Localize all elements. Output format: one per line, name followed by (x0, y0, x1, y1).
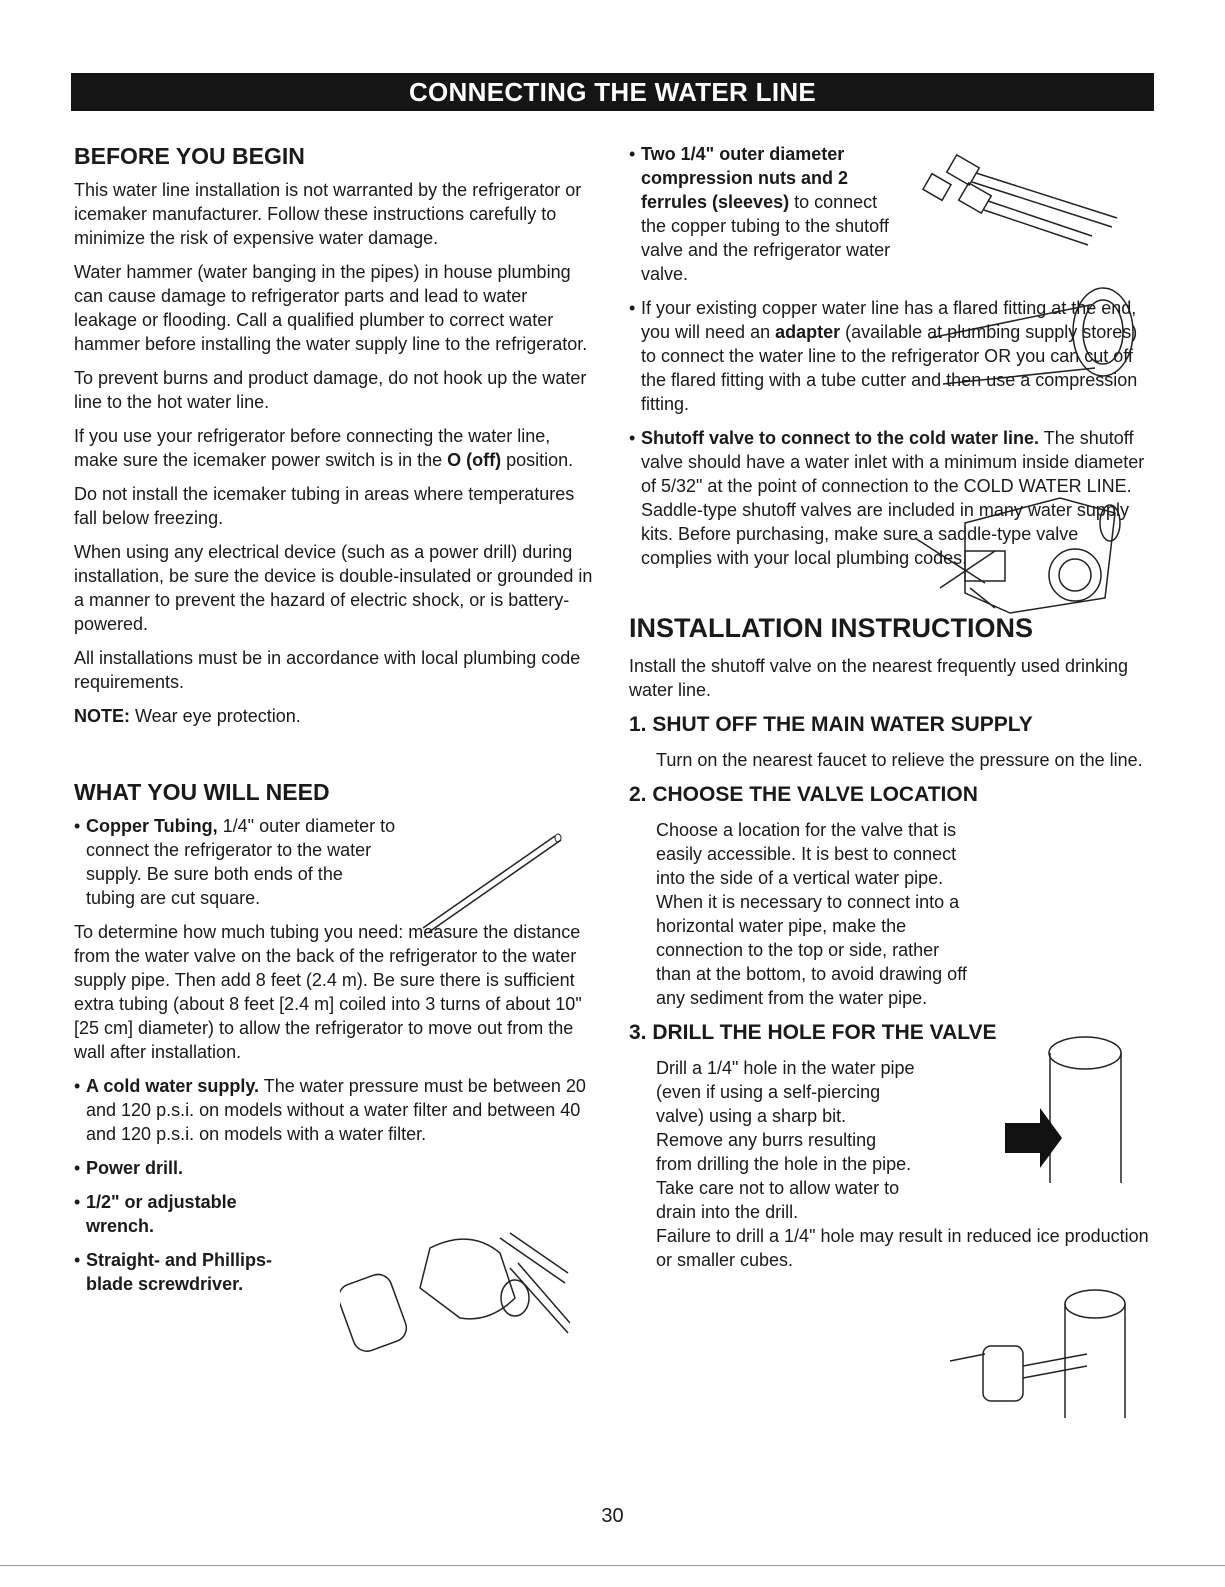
screwdriver-item (74, 1248, 306, 1296)
compression-nuts-illustration (912, 148, 1137, 253)
copper-bold: Copper Tubing, (86, 816, 218, 836)
copper-tubing-item (74, 814, 396, 910)
before-heading: BEFORE YOU BEGIN (74, 143, 305, 169)
drill-bold: Power drill. (86, 1158, 184, 1178)
install-intro: Install the shutoff valve on the nearest frequently used drinking water line. (629, 656, 1128, 700)
step3-heading: 3. DRILL THE HOLE FOR THE VALVE (629, 1021, 997, 1044)
page-number: 30 (601, 1505, 624, 1527)
bottom-rule (0, 1565, 1225, 1566)
step3-text2: Failure to drill a 1/4" hole may result in reduced ice production or smaller cubes. (656, 1226, 1149, 1270)
drill-pipe-illustration (945, 1286, 1130, 1421)
need-heading: WHAT YOU WILL NEED (74, 779, 330, 805)
flared-fitting-illustration (925, 280, 1140, 390)
copper-text: 1/4" outer diameter to connect the refrigerator to the water supply. Be sure both ends of the tubing are cut square. (86, 816, 396, 908)
step1-heading: 1. SHUT OFF THE MAIN WATER SUPPLY (629, 713, 1033, 736)
flare-text-b: (available at plumbing supply stores) to connect the water line to the refrigerator OR you can cut off the flared fitting with a tube cutter and then use a compression fitting. (641, 322, 1138, 414)
cold-text: The water pressure must be between 20 and 120 p.s.i. on models without a water filter and between 40 and 120 p.s.i. on models with a water filter. (86, 1076, 586, 1144)
cold-bold: A cold water supply. (86, 1076, 260, 1096)
vertical-pipe-arrow-illustration (1000, 1028, 1130, 1188)
before-p4 (74, 424, 594, 472)
p4-bold: O (off) (447, 450, 502, 470)
copper-tubing-illustration (415, 828, 565, 938)
nuts-item (629, 142, 901, 286)
arrow-icon (1005, 1108, 1062, 1168)
before-p2: Water hammer (water banging in the pipes) in house plumbing can cause damage to refrigerator parts and lead to water leakage or flooding. Call a qualified plumber to correct water hammer before installing the water supply line to the refrigerator. (74, 262, 588, 354)
step2-heading: 2. CHOOSE THE VALVE LOCATION (629, 783, 978, 806)
valve-text: The shutoff valve should have a water inlet with a minimum inside diameter of 5/32" at the point of connection to the COLD WATER LINE. Saddle-type shutoff valves are included in many water supply kits. Before purchasing, make sure a saddle-type valve complies with your local plumbing codes. (641, 428, 1145, 568)
drill-item (74, 1156, 594, 1180)
p4-text-a: If you use your refrigerator before connecting the water line, make sure the icemaker power switch is in the (74, 426, 551, 470)
step3-text: Drill a 1/4" hole in the water pipe (even if using a self-piercing valve) using a sharp bit. Remove any burrs resulting from drilling the hole in the pipe. Take care not to allow water to drain into the drill. (656, 1058, 915, 1222)
nuts-bold: Two 1/4" outer diameter compression nuts and 2 ferrules (sleeves) (641, 144, 849, 212)
wrench-item (74, 1190, 286, 1238)
before-p6: When using any electrical device (such as a power drill) during installation, be sure the device is double-insulated or grounded in a manner to prevent the hazard of electric shock, or is battery-powered. (74, 542, 593, 634)
page-banner: CONNECTING THE WATER LINE (71, 73, 1154, 111)
valve-bold: Shutoff valve to connect to the cold water line. (641, 428, 1040, 448)
note (74, 704, 594, 728)
before-p1: This water line installation is not warranted by the refrigerator or icemaker manufacturer. Follow these instructions carefully to minimize the risk of expensive water damage. (74, 180, 582, 248)
flare-text-a: If your existing copper water line has a flared fitting at the end, you will need an (641, 298, 1137, 342)
wrench-bold: 1/2" or adjustable wrench. (86, 1192, 237, 1236)
before-p3: To prevent burns and product damage, do not hook up the water line to the hot water line. (74, 368, 587, 412)
note-label: NOTE: (74, 706, 130, 726)
power-drill-illustration (340, 1228, 570, 1358)
screwdriver-bold: Straight- and Phillips-blade screwdriver. (86, 1250, 273, 1294)
before-p7: All installations must be in accordance with local plumbing code requirements. (74, 648, 581, 692)
nuts-text: to connect the copper tubing to the shutoff valve and the refrigerator water valve. (641, 192, 891, 284)
cold-water-item (74, 1074, 594, 1146)
install-heading: INSTALLATION INSTRUCTIONS (629, 613, 1033, 643)
shutoff-valve-illustration (910, 493, 1140, 618)
flare-bold: adapter (775, 322, 841, 342)
note-text: Wear eye protection. (130, 706, 301, 726)
before-p5: Do not install the icemaker tubing in areas where temperatures fall below freezing. (74, 484, 575, 528)
step2-text: Choose a location for the valve that is easily accessible. It is best to connect into the side of a vertical water pipe. When it is necessary to connect into a horizontal water pipe, make the connection to the top or side, rather than at the bottom, to avoid drawing off any sediment from the water pipe. (656, 820, 967, 1008)
step1-text: Turn on the nearest faucet to relieve the pressure on the line. (656, 750, 1143, 770)
left-column (74, 142, 594, 1306)
measure-text: To determine how much tubing you need: measure the distance from the water valve on the back of the refrigerator to the water supply pipe. Then add 8 feet (2.4 m). Be sure there is sufficient extra tubing (about 8 feet [2.4 m] coiled into 3 turns of about 10" [25 cm] diameter) to allow the refrigerator to move out from the wall after installation. (74, 922, 582, 1062)
p4-text-c: position. (501, 450, 574, 470)
